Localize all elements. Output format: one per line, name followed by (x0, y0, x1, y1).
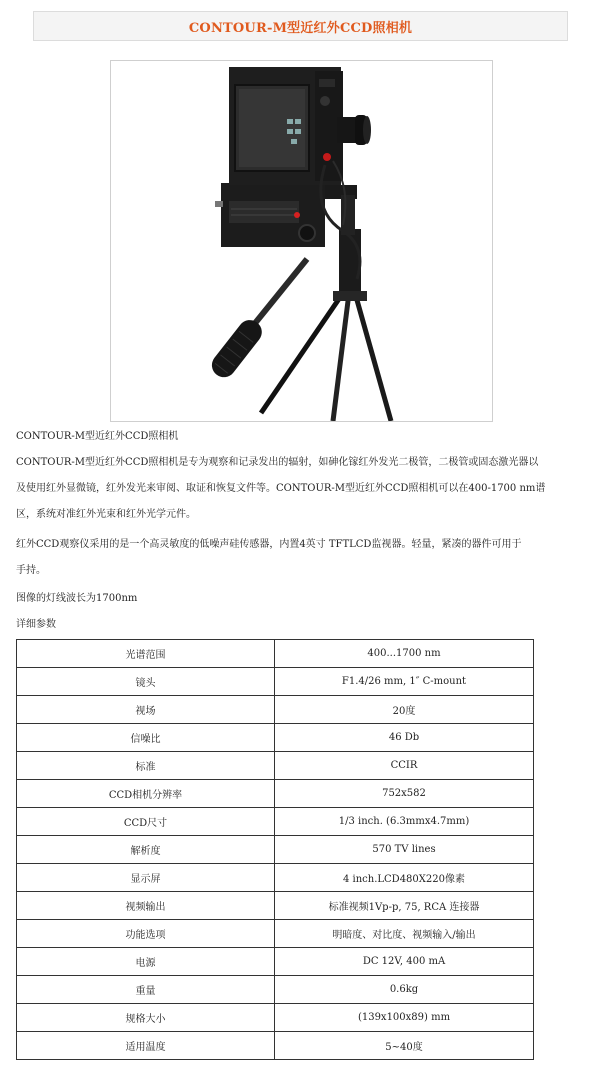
table-row (17, 836, 534, 864)
spec-value: 0.6kg (275, 976, 534, 1004)
wavelength-note: 图像的灯线波长为1700nm (16, 593, 138, 604)
button-icon (295, 119, 301, 124)
body-slot (229, 201, 299, 223)
spec-value: 标准视频1Vp-p, 75, RCA 连接器 (275, 892, 534, 920)
lens-mount (337, 117, 357, 143)
tripod-column (339, 229, 361, 301)
caption-title: CONTOUR-M型近红外CCD照相机 (16, 431, 179, 442)
sensor-paragraph (16, 532, 586, 584)
tripod-leg (355, 293, 391, 421)
spec-value: 20度 (275, 696, 534, 724)
spec-value: 4 inch.LCD480X220像素 (275, 864, 534, 892)
spec-value: 5~40度 (275, 1032, 534, 1060)
table-row (17, 920, 534, 948)
spec-label: 解析度 (17, 836, 275, 864)
spec-value: 400...1700 nm (275, 640, 534, 668)
table-row (17, 948, 534, 976)
spec-value: 570 TV lines (275, 836, 534, 864)
spec-value: DC 12V, 400 mA (275, 948, 534, 976)
spec-label: 功能选项 (17, 920, 275, 948)
table-row (17, 668, 534, 696)
spec-label: 信噪比 (17, 724, 275, 752)
spec-value: 明暗度、对比度、视频输入/输出 (275, 920, 534, 948)
button-icon (287, 129, 293, 134)
table-row (17, 976, 534, 1004)
paragraph-line: 及使用红外显微镜，红外发光来审阅、取证和恢复文件等。CONTOUR-M型近红外CCD照相机可以在400-1700 nm谱 (16, 483, 546, 494)
handle-grip (207, 315, 267, 382)
spec-value: (139x100x89) mm (275, 1004, 534, 1032)
table-row (17, 892, 534, 920)
tripod-joint (333, 291, 367, 301)
spec-label: 标准 (17, 752, 275, 780)
table-row (17, 752, 534, 780)
paragraph-line: CONTOUR-M型近红外CCD照相机是专为观察和记录发出的辐射，如砷化镓红外发光二极管，二极管或固态激光器以 (16, 457, 539, 468)
tripod-leg (261, 293, 343, 413)
spec-value: 46 Db (275, 724, 534, 752)
spec-value: CCIR (275, 752, 534, 780)
table-row (17, 1032, 534, 1060)
table-row (17, 724, 534, 752)
paragraph-line: 红外CCD观察仪采用的是一个高灵敏度的低噪声硅传感器，内置4英寸 TFTLCD监视器。轻量，紧凑的器件可用于 (16, 539, 522, 550)
tripod-leg (333, 293, 349, 421)
table-row (17, 640, 534, 668)
spec-value: 752x582 (275, 780, 534, 808)
record-led-icon (323, 153, 331, 161)
product-photo (110, 60, 493, 422)
title-bar (33, 11, 568, 41)
paragraph-line: 区，系统对准红外光束和红外光学元件。 (16, 509, 196, 520)
mount-bracket-arm (341, 195, 355, 235)
table-row (17, 808, 534, 836)
spec-label: 视频输出 (17, 892, 275, 920)
knob-icon (320, 96, 330, 106)
spec-label: 显示屏 (17, 864, 275, 892)
specs-heading: 详细参数 (16, 619, 56, 630)
spec-label: 视场 (17, 696, 275, 724)
spec-label: 重量 (17, 976, 275, 1004)
spec-value: 1/3 inch. (6.3mmx4.7mm) (275, 808, 534, 836)
spec-label: CCD尺寸 (17, 808, 275, 836)
camera-illustration (111, 61, 492, 421)
paragraph-line: 手持。 (16, 565, 46, 576)
lcd-glass (239, 89, 305, 167)
connector (215, 201, 223, 207)
power-led-icon (294, 212, 300, 218)
description-paragraph (16, 450, 586, 528)
lens-port-icon (299, 225, 315, 241)
spec-label: 光谱范围 (17, 640, 275, 668)
spec-value: F1.4/26 mm, 1″ C-mount (275, 668, 534, 696)
label-plate (319, 79, 335, 87)
page-title: CONTOUR-M型近红外CCD照相机 (188, 20, 413, 36)
spec-label: CCD相机分辨率 (17, 780, 275, 808)
spec-label: 镜头 (17, 668, 275, 696)
table-row (17, 780, 534, 808)
spec-label: 适用温度 (17, 1032, 275, 1060)
button-icon (287, 119, 293, 124)
table-row (17, 864, 534, 892)
spec-label: 电源 (17, 948, 275, 976)
button-icon (295, 129, 301, 134)
spec-table (16, 639, 534, 1060)
spec-label: 规格大小 (17, 1004, 275, 1032)
button-icon (291, 139, 297, 144)
lens-ring (363, 116, 371, 144)
table-row (17, 1004, 534, 1032)
table-row (17, 696, 534, 724)
